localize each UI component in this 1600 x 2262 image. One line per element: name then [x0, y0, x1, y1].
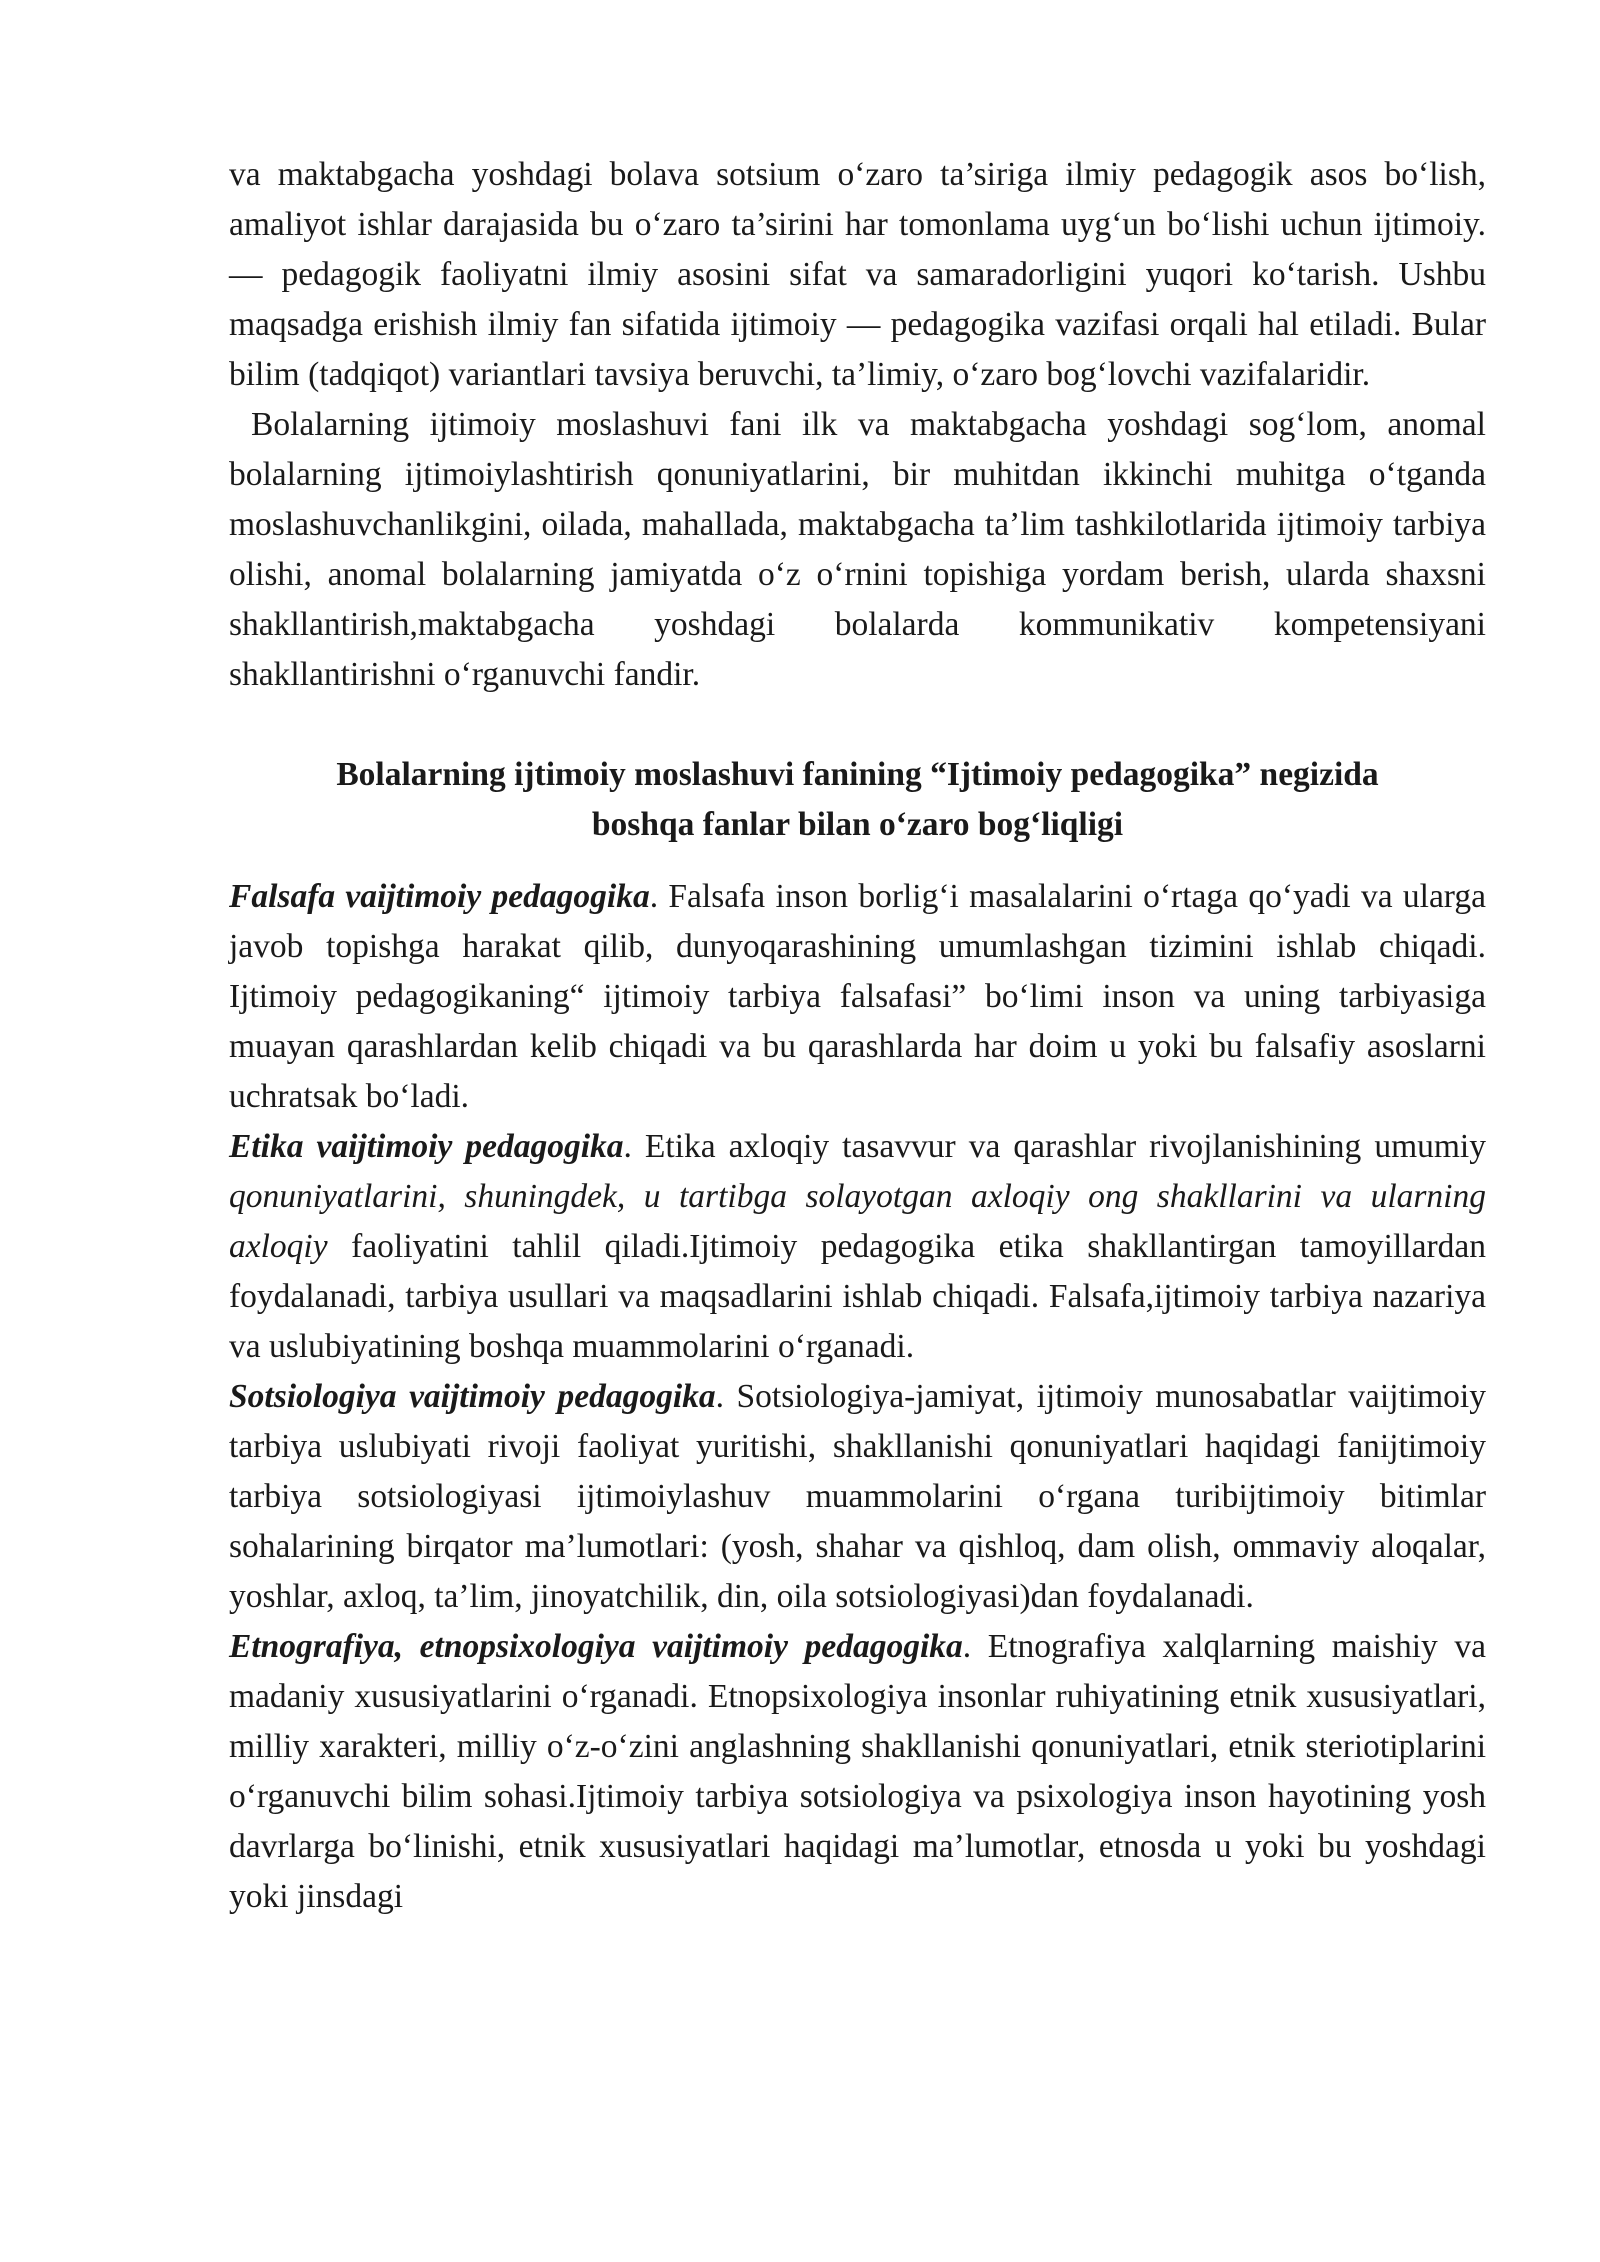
paragraph-etika	[229, 1122, 1486, 1372]
text-etnografiya: . Etnografiya xalqlarning maishiy va madaniy xususiyatlarini o‘rganadi. Etnopsixologiya insonlar ruhiyatining etnik xususiyatlari, milliy xarakteri, milliy o‘z-o‘zini anglashning shakllanishi qonuniyatlari, etnik steriotiplarini o‘rganuvchi bilim sohasi.Ijtimoiy tarbiya sotsiologiya va psixologiya inson hayotining yosh davrlarga bo‘linishi, etnik xususiyatlari haqidagi ma’lumotlar, etnosda u yoki bu yoshdagi yoki jinsdagi	[229, 1628, 1487, 1915]
text-falsafa: . Falsafa inson borlig‘i masalalarini o‘rtaga qo‘yadi va ularga javob topishga harakat qilib, dunyoqarashining umumlashgan tizimini ishlab chiqadi. Ijtimoiy pedagogikaning“ ijtimoiy tarbiya falsafasi” bo‘limi inson va uning tarbiyasiga muayan qarashlardan kelib chiqadi va bu qarashlarda har doim u yoki bu falsafiy asoslarni uchratsak bo‘ladi.	[229, 878, 1486, 1115]
term-etnografiya: Etnografiya, etnopsixologiya vaijtimoiy pedagogika	[229, 1628, 963, 1665]
text-etika-a: . Etika axloqiy tasavvur va qarashlar rivojlanishining umumiy	[623, 1128, 1486, 1165]
paragraph-sotsiologiya	[229, 1372, 1486, 1622]
term-etika: Etika vaijtimoiy pedagogika	[229, 1128, 624, 1165]
text-etika-italic: qonuniyatlarini, shuningdek, u tartibga solayotgan axloqiy ong shakllarini va ularning axloqiy	[229, 1178, 1486, 1265]
section-heading-line-1: Bolalarning ijtimoiy moslashuvi fanining “Ijtimoiy pedagogika” negizida	[336, 756, 1379, 793]
paragraph-subject-definition: Bolalarning ijtimoiy moslashuvi fani ilk va maktabgacha yoshdagi sog‘lom, anomal bolalarning ijtimoiylashtirish qonuniyatlarini, bir muhitdan ikkinchi muhitga o‘tganda moslashuvchanlikgini, oilada, mahallada, maktabgacha ta’lim tashkilotlarida ijtimoiy tarbiya olishi, anomal bolalarning jamiyatda o‘z o‘rnini topishiga yordam berish, ularda shaxsni shakllantirish,maktabgacha yoshdagi bolalarda kommunikativ kompetensiyani shakllantirishni o‘rganuvchi fandir.	[229, 406, 1486, 693]
paragraph-intro: va maktabgacha yoshdagi bolava sotsium o‘zaro ta’siriga ilmiy pedagogik asos bo‘lish, amaliyot ishlar darajasida bu o‘zaro ta’sirini har tomonlama uyg‘un bo‘lishi uchun ijtimoiy.— pedagogik faoliyatni ilmiy asosini sifat va samaradorligini yuqori ko‘tarish. Ushbu maqsadga erishish ilmiy fan sifatida ijtimoiy — pedagogika vazifasi orqali hal etiladi. Bular bilim (tadqiqot) variantlari tavsiya beruvchi, ta’limiy, o‘zaro bog‘lovchi vazifalaridir.	[229, 156, 1486, 393]
section-heading	[229, 750, 1486, 850]
term-sotsiologiya: Sotsiologiya vaijtimoiy pedagogika	[229, 1378, 716, 1415]
document-page	[229, 150, 1486, 1922]
text-sotsiologiya: . Sotsiologiya-jamiyat, ijtimoiy munosabatlar vaijtimoiy tarbiya uslubiyati rivoji faoliyat yuritishi, shakllanishi qonuniyatlari haqidagi fanijtimoiy tarbiya sotsiologiyasi ijtimoiylashuv muammolarini o‘rgana turibijtimoiy bitimlar sohalarining birqator ma’lumotlari: (yosh, shahar va qishloq, dam olish, ommaviy aloqalar, yoshlar, axloq, ta’lim, jinoyatchilik, din, oila sotsiologiyasi)dan foydalanadi.	[229, 1378, 1486, 1615]
term-falsafa: Falsafa vaijtimoiy pedagogika	[229, 878, 650, 915]
text-etika-b: faoliyatini tahlil qiladi.Ijtimoiy pedagogika etika shakllantirgan tamoyillardan foydalanadi, tarbiya usullari va maqsadlarini ishlab chiqadi. Falsafa,ijtimoiy tarbiya nazariya va uslubiyatining boshqa muammolarini o‘rganadi.	[229, 1228, 1486, 1365]
paragraph-etnografiya	[229, 1622, 1486, 1922]
paragraph-falsafa	[229, 872, 1486, 1122]
section-heading-line-2: boshqa fanlar bilan o‘zaro bog‘liqligi	[591, 806, 1124, 843]
